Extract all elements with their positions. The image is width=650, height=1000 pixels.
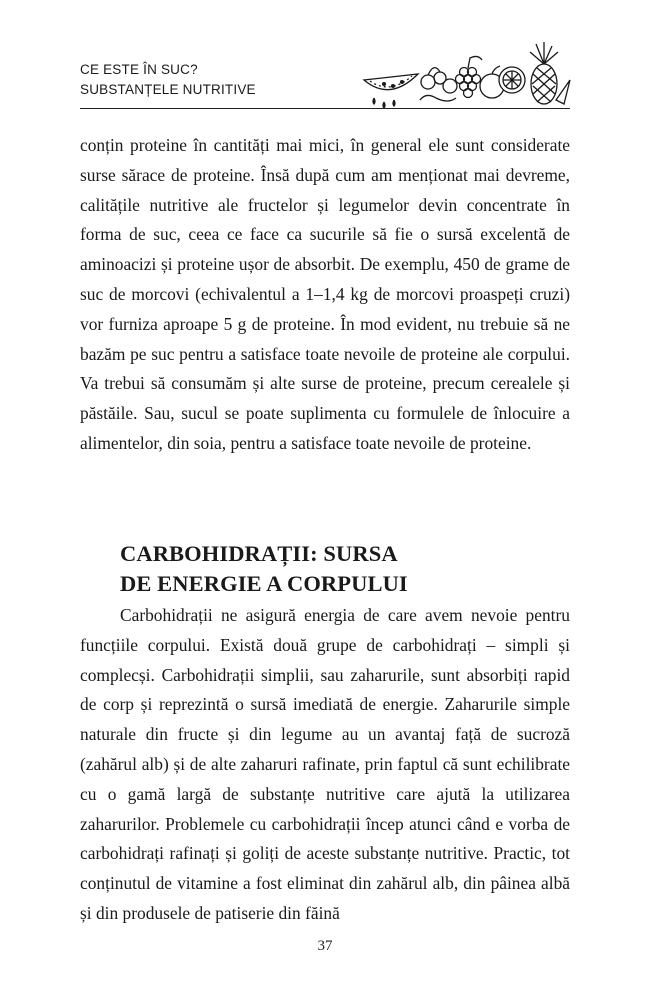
header-divider (80, 108, 570, 109)
body-paragraph-carbohydrates (80, 601, 570, 929)
paragraph-text: conțin proteine în cantități mai mici, în general ele sunt considerate surse sărace de proteine. Însă după cum am menționat mai devreme, calitățile nutritive ale fructelor și legumelor devin concentrate în forma de suc, ceea ce face ca sucurile să fie o sursă excelentă de aminoacizi și proteine ușor de absorbit. De exemplu, 450 de grame de suc de morcovi (echivalentul a 1–1,4 kg de morcovi proaspeți cruzi) vor furniza aproape 5 g de proteine. În mod evident, nu trebuie să ne bazăm pe suc pentru a satisface toate nevoile de proteine ale corpului. Va trebui să consumăm și alte surse de proteine, precum cerealele și păstăile. Sau, sucul se poate suplimenta cu formulele de înlocuire a alimentelor, din soia, pentru a satisface toate nevoile de proteine. (80, 135, 570, 453)
running-head-chapter: CE ESTE ÎN SUC? (80, 62, 198, 77)
body-paragraph-proteins (80, 131, 570, 459)
fruit-vegetable-illustration-icon (360, 40, 572, 112)
section-heading (120, 539, 540, 599)
section-heading-line2: DE ENERGIE A CORPULUI (120, 571, 408, 596)
running-head-section: SUBSTANȚELE NUTRITIVE (80, 82, 256, 97)
paragraph-text: Carbohidrații ne asigură energia de care avem nevoie pentru funcțiile corpului. Există două grupe de carbohidrați – simpli și complecși. Carbohidrații simplii, sau zaharurile, sunt absorbiți rapid de corp și reprezintă o sursă imediată de energie. Zaharurile simple naturale din fructe și din legume au un avantaj față de sucroză (zahărul alb) și de alte zaharuri rafinate, prin faptul că sunt echilibrate cu o gamă largă de substanțe nutritive care ajută la utilizarea zaharurilor. Problemele cu carbohidrații încep atunci când e vorba de carbohidrați rafinați și goliți de aceste substanțe nutritive. Practic, tot conținutul de vitamine a fost eliminat din zahărul alb, din pâinea albă și din produsele de patiserie din făină (80, 605, 570, 923)
page-number: 37 (317, 938, 333, 954)
section-heading-line1: CARBOHIDRAȚII: SURSA (120, 541, 398, 566)
